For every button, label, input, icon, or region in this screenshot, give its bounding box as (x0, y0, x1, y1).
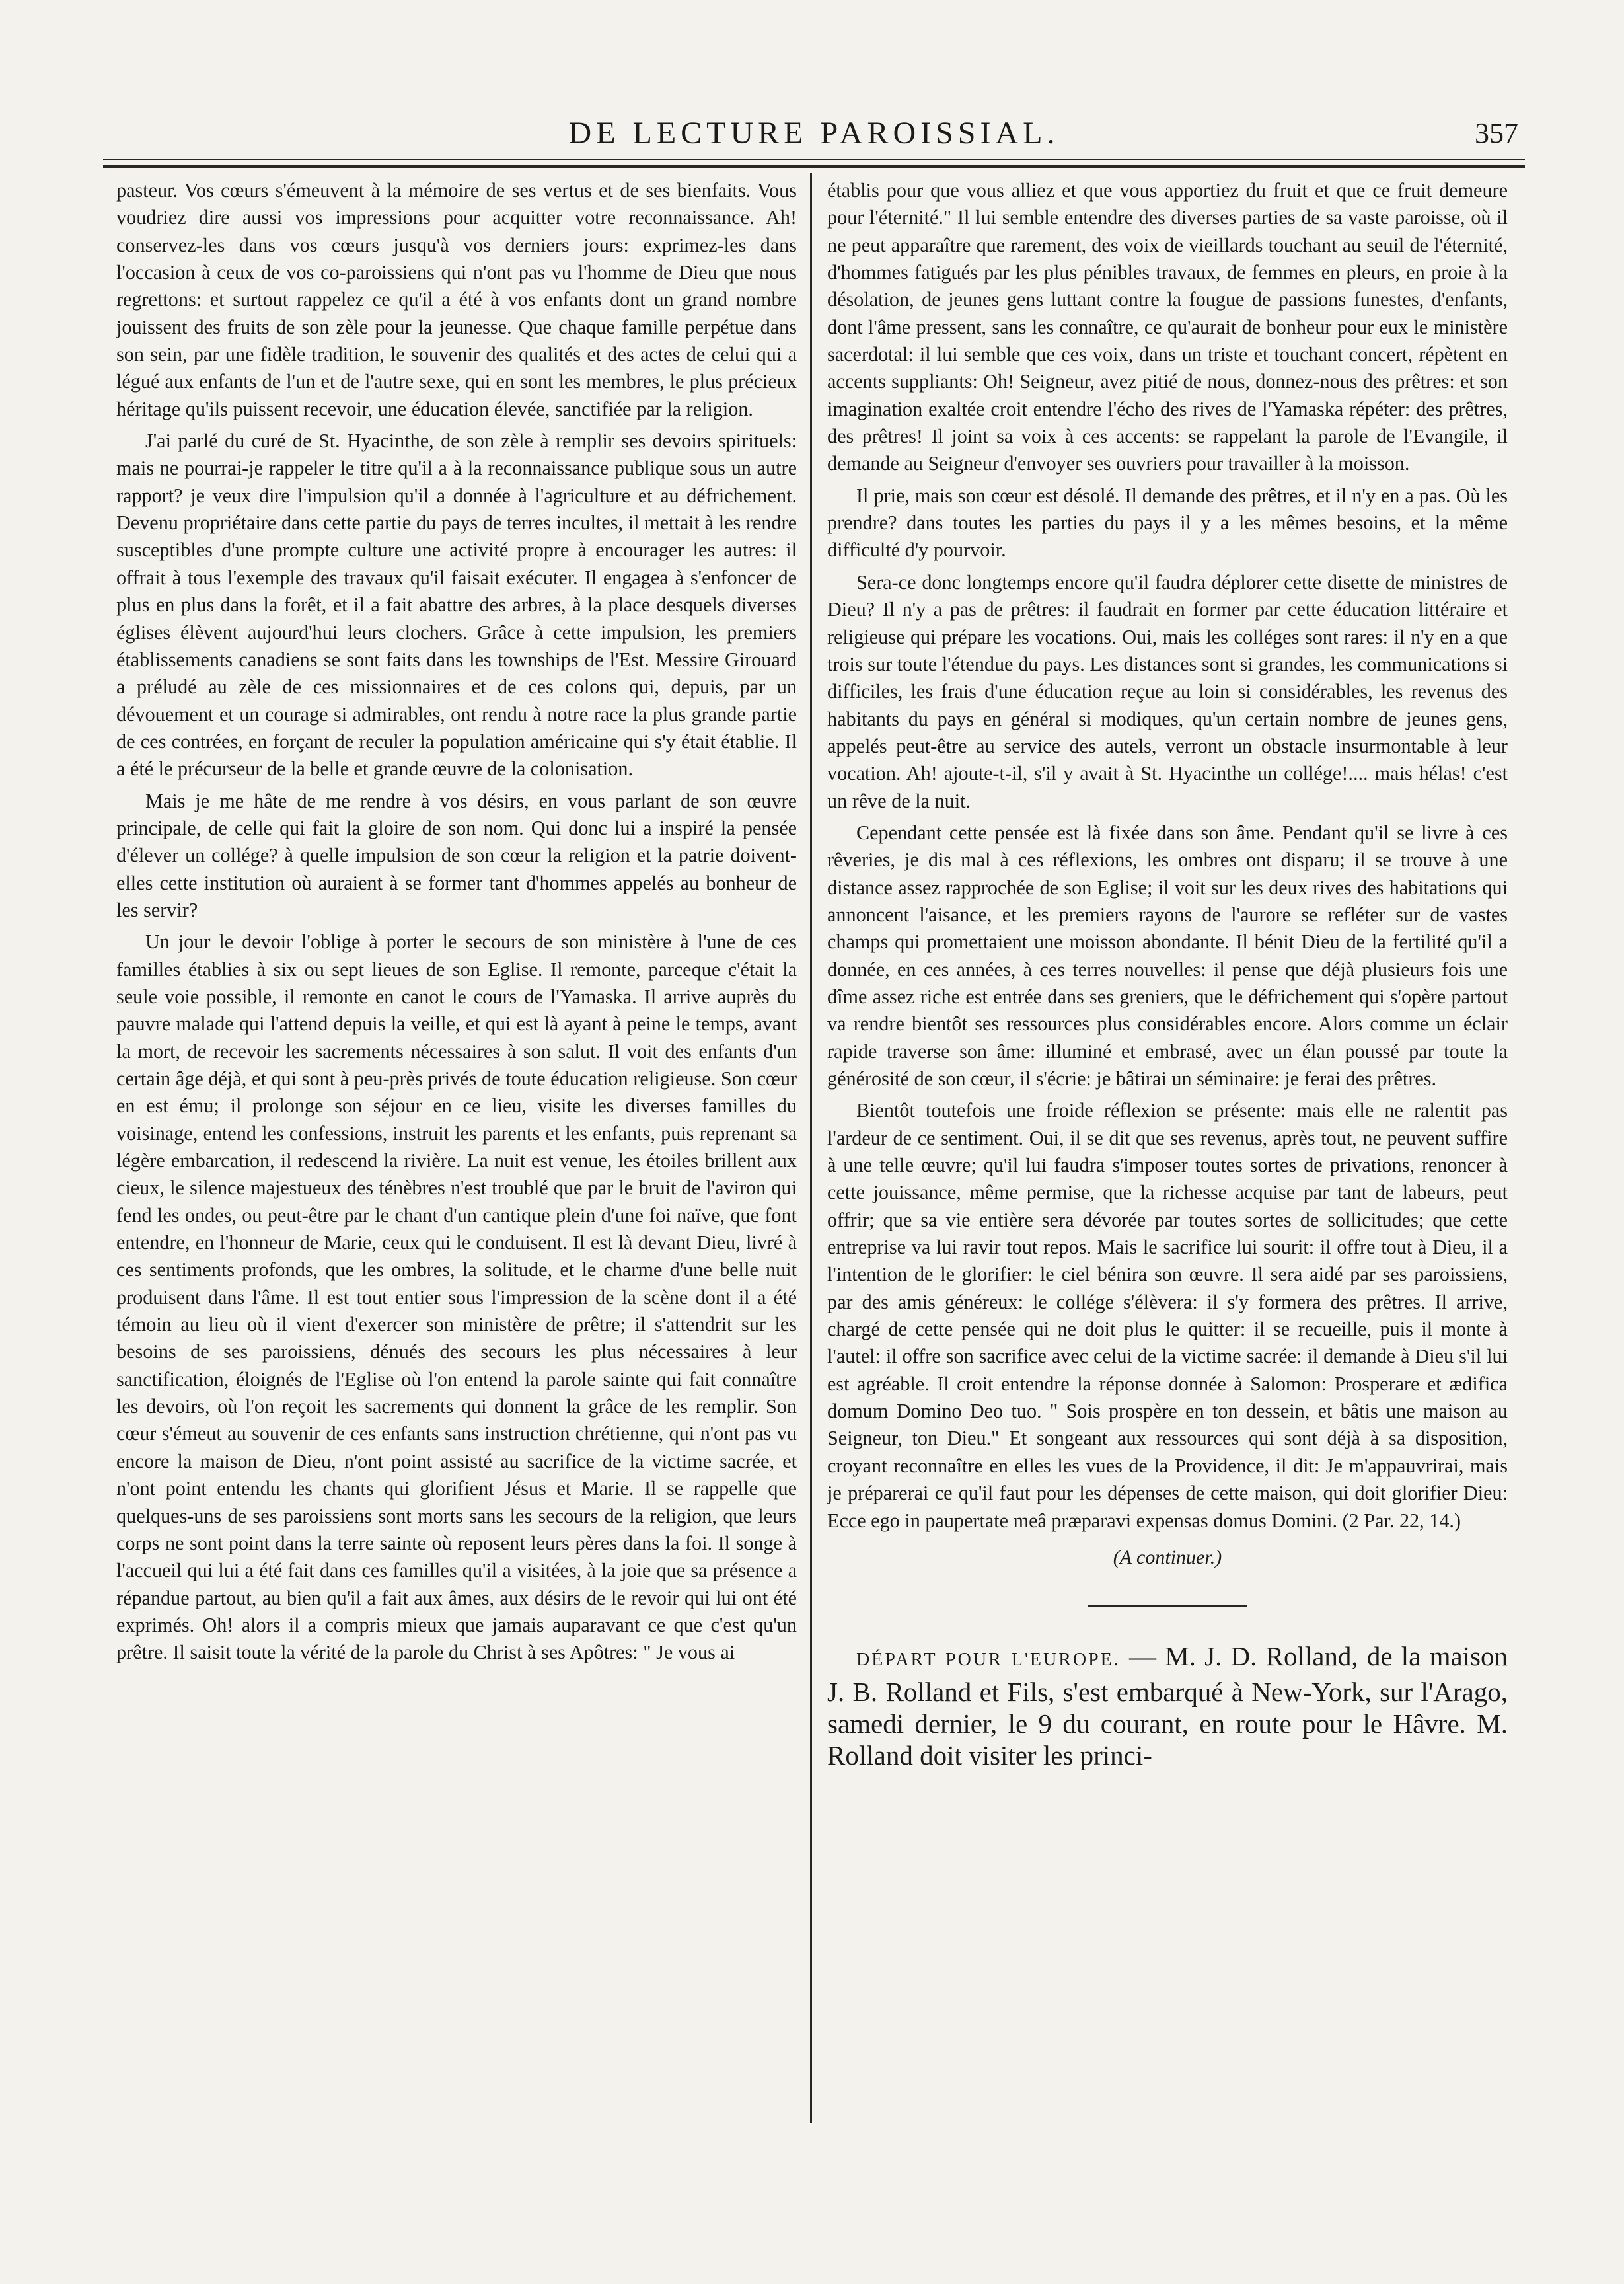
paragraph: pasteur. Vos cœurs s'émeuvent à la mémoire de ses vertus et de ses bienfaits. Vous voudriez dire aussi vos impressions pour acquitter votre reconnaissance. Ah! conservez-les dans vos cœurs jusqu'à vos derniers jours: exprimez-les dans l'occasion à ceux de vos co-paroissiens qui n'ont pas vu l'homme de Dieu que nous regrettons: et surtout rappelez ce qu'il a été à vos enfants dont un grand nombre jouissent des fruits de son zèle pour la jeunesse. Que chaque famille perpétue dans son sein, par une fidèle tradition, le souvenir des qualités et des actes de celui qui a légué aux enfants de l'un et de l'autre sexe, qui en sont les membres, le plus précieux héritage qu'ils puissent recevoir, une éducation élevée, sanctifiée par la religion. (116, 179, 797, 420)
header-rule-top (103, 159, 1525, 160)
paragraph: Il prie, mais son cœur est désolé. Il demande des prêtres, et il n'y en a pas. Où les prendre? dans toutes les parties du pays il y a les mêmes besoins, et la même difficulté d'y pourvoir. (827, 484, 1508, 562)
page-header (103, 99, 1525, 156)
page-number: 357 (1475, 117, 1518, 149)
paragraph: Un jour le devoir l'oblige à porter le secours de son ministère à l'une de ces familles établies à six ou sept lieues de son Eglise. Il remonte, parceque c'était la seule voie possible, il remonte en canot le cours de l'Yamaska. Il arrive auprès du pauvre malade qui l'attend depuis la veille, et qui est là ayant à peine le temps, avant la mort, de recevoir les sacrements nécessaires à son salut. Il voit des enfants d'un certain âge déjà, et qui sont à peu-près privés de toute éducation religieuse. Son cœur en est ému; il prolonge son séjour en ce lieu, visite les diverses familles du voisinage, entend les confessions, instruit les parents et les enfants, puis reprenant sa légère embarcation, il redescend la rivière. La nuit est venue, les étoiles brillent aux cieux, le silence majestueux des ténèbres n'est troublé que par le bruit de l'aviron qui fend les ondes, ou peut-être par le chant d'un cantique plein d'une foi naïve, que font entendre, en l'honneur de Marie, ceux qui le conduisent. Il est là devant Dieu, livré à ces sentiments profonds, que les ombres, la solitude, et le charme d'une belle nuit produisent dans l'âme. Il est tout entier sous l'impression de la scène dont il a été témoin au lieu où il vient d'exercer son ministère de prêtre; il s'attendrit sur les besoins de ses paroissiens, dénués des secours les plus nécessaires à leur sanctification, éloignés de l'Eglise où l'on entend la parole sainte qui fait connaître les devoirs, où l'on reçoit les sacrements qui donnent la grâce de les remplir. Son cœur s'émeut au souvenir de ces enfants sans instruction chrétienne, qui n'ont pas vu encore la maison de Dieu, n'ont point assisté au sacrifice de la victime sacrée, et n'ont point entendu les chants qui glorifient Jésus et Marie. Il se rappelle que quelques-uns de ses paroissiens sont morts sans les secours de la religion, que leurs corps ne sont point dans la terre sainte où reposent leurs pères dans la foi. Il songe à l'accueil qui lui a été fait dans ces familles qu'il a visitées, à la joie que sa présence a répandue partout, au bien qu'il a fait aux âmes, aux désirs de le revoir qui lui ont été exprimés. Oh! alors il a compris mieux que jamais auparavant ce que c'est qu'un prêtre. Il saisit toute la vérité de la parole du Christ à ses Apôtres: " Je vous ai (116, 931, 797, 1664)
section-divider (1088, 1605, 1247, 1607)
running-head: DE LECTURE PAROISSIAL. (568, 116, 1060, 151)
paragraph: Mais je me hâte de me rendre à vos désirs, en vous parlant de son œuvre principale, de celle qui fait la gloire de son nom. Qui donc lui a inspiré la pensée d'élever un collége? à quelle impulsion de son cœur la religion et la patrie doivent-elles cette institution où auraient à se former tant d'hommes appelés au bonheur de les servir? (116, 789, 797, 921)
paragraph: établis pour que vous alliez et que vous apportiez du fruit et que ce fruit demeure pour l'éternité." Il lui semble entendre des diverses parties de sa vaste paroisse, où il ne peut apparaître que rarement, des voix de vieillards touchant au seuil de l'éternité, d'hommes fatigués par les plus pénibles travaux, de femmes en pleurs, en proie à la désolation, de jeunes gens luttant contre la fougue de passions funestes, d'enfants, dont l'âme pressent, sans les connaître, ce qu'aurait de bonheur pour eux le ministère sacerdotal: il lui semble que ces voix, dans un triste et touchant concert, répètent en accents suppliants: Oh! Seigneur, avez pitié de nous, donnez-nous des prêtres: et son imagination exaltée croit entendre l'écho des rives de l'Yamaska répéter: des prêtres, des prêtres! Il joint sa voix à ces accents: se rappelant la parole de l'Evangile, il demande au Seigneur d'envoyer ses ouvriers pour travailler à la moisson. (827, 179, 1508, 475)
paragraph: Sera-ce donc longtemps encore qu'il faudra déplorer cette disette de ministres de Dieu? Il n'y a pas de prêtres: il faudrait en former par cette éducation littéraire et religieuse qui prépare les vocations. Oui, mais les colléges sont rares: il n'y en a que trois sur toute l'étendue du pays. Les distances sont si grandes, les communications si difficiles, les frais d'une éducation reçue au loin si considérables, les revenus des habitants du pays en général si modiques, qu'un certain nombre de jeunes gens, appelés peut-être au service des autels, verront un obstacle insurmontable à leur vocation. Ah! ajoute-t-il, s'il y avait à St. Hyacinthe un collége!.... mais hélas! c'est un rêve de la nuit. (827, 570, 1508, 812)
continuation-note: (A continuer.) (1113, 1546, 1222, 1568)
column-divider (810, 173, 812, 2123)
header-rule-bottom (103, 165, 1525, 168)
paragraph: J'ai parlé du curé de St. Hyacinthe, de son zèle à remplir ses devoirs spirituels: mais ne pourrai-je rappeler le titre qu'il a à la reconnaissance publique sous un autre rapport? je veux dire l'impulsion qu'il a donnée à l'agriculture et au défrichement. Devenu propriétaire dans cette partie du pays de terres incultes, il mettait à les rendre susceptibles d'une prompte culture une activité propre à encourager les autres: il offrait à tous l'exemple des travaux qu'il faisait exécuter. Il engagea à s'enfoncer de plus en plus dans la forêt, et il a fait abattre des arbres, à la place desquels diverses églises élèvent aujourd'hui leurs clochers. Grâce à cette impulsion, les premiers établissements canadiens se sont faits dans les townships de l'Est. Messire Girouard a préludé au zèle de ces missionnaires et de ces colons qui, depuis, par un dévouement et un courage si admirables, ont rendu à notre race la plus grande partie de ces contrées, en forçant de reculer la population américaine qui s'y était établie. Il a été le précurseur de la belle et grande œuvre de la colonisation. (116, 430, 797, 780)
paragraph: Bientôt toutefois une froide réflexion se présente: mais elle ne ralentit pas l'ardeur de ce sentiment. Oui, il se dit que ses revenus, après tout, ne peuvent suffire à une telle œuvre; qu'il lui faudra s'imposer toutes sortes de privations, renoncer à cette jouissance, même permise, que la richesse acquise par tant de labeurs, peut offrir; que sa vie entière sera dévorée par toutes sortes de sollicitudes; que cette entreprise va lui ravir tout repos. Mais le sacrifice lui sourit: il offre tout à Dieu, il a l'intention de le glorifier: le ciel bénira son œuvre. Il sera aidé par ses paroissiens, par des amis généreux: le collége s'élèvera: il s'y formera des prêtres. Il arrive, chargé de cette pensée qui ne doit plus le quitter: il se recueille, puis il monte à l'autel: il offre son sacrifice avec celui de la victime sacrée: il demande à Dieu s'il lui est agréable. Il croit entendre la réponse donnée à Salomon: Prosperare et ædifica domum Domino Deo tuo. " Sois prospère en ton dessein, et bâtis une maison au Seigneur, ton Dieu." Et songeant aux ressources qui sont déjà à sa disposition, croyant reconnaître en elles les vues de la Providence, il dit: Je m'appauvrirai, mais je préparerai ce qu'il faut pour les dépenses de cette maison, qui doit glorifier Dieu: Ecce ego in paupertate meâ præparavi expensas domus Domini. (2 Par. 22, 14.) (827, 1099, 1508, 1532)
news-item (827, 1640, 1508, 1771)
left-column (116, 177, 797, 1671)
right-column (827, 177, 1508, 1776)
news-heading: DÉPART POUR L'EUROPE. (856, 1650, 1121, 1671)
news-text: — M. J. D. Rolland, de la maison J. B. Rolland et Fils, s'est embarqué à New-York, sur l'Arago, samedi dernier, le 9 du courant, en route pour le Hâvre. M. Rolland doit visiter les princi- (827, 1641, 1508, 1771)
paragraph: Cependant cette pensée est là fixée dans son âme. Pendant qu'il se livre à ces rêveries, je dis mal à ces réflexions, les ombres ont disparu; il se trouve à une distance assez rapprochée de son Eglise; il voit sur les deux rives des habitations qui annoncent l'aisance, et les premiers rayons de l'aurore se refléter sur de vastes champs qui promettaient une moisson abondante. Il bénit Dieu de la fertilité qu'il a donnée, en ces années, à ces terres nouvelles: il pense que déjà plusieurs fois une dîme assez riche est entrée dans ses greniers, que le défrichement qui s'opère partout va rendre bientôt ses ressources plus considérables encore. Alors comme un éclair rapide traverse son âme: illuminé et embrasé, avec un élan poussé par toute la générosité de son cœur, il s'écrie: je bâtirai un séminaire: je ferai des prêtres. (827, 821, 1508, 1090)
